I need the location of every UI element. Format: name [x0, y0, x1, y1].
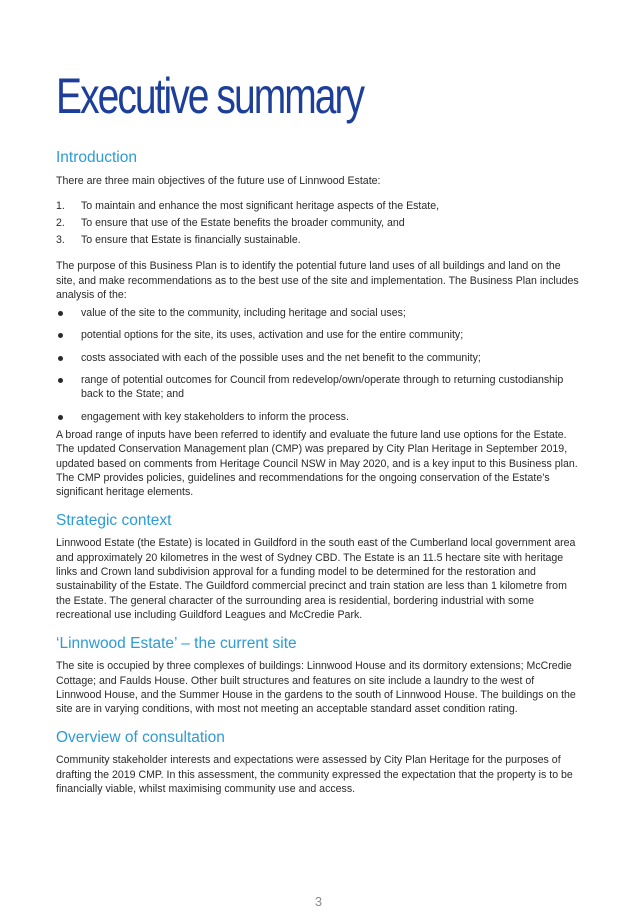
list-item-text: range of potential outcomes for Council from redevelop/own/operate through to returning custodianship back to the State; and [81, 374, 564, 401]
purpose-paragraph: The purpose of this Business Plan is to identify the potential future land uses of all buildings and land on the site, and make recommendations as to the best use of the site and implementation. The Business Plan includes analysis of the: [56, 260, 579, 301]
list-item [56, 328, 582, 342]
list-item-text: To ensure that use of the Estate benefits the broader community, and [81, 217, 405, 230]
page-number: 3 [314, 894, 323, 909]
list-item-text: potential options for the site, its uses, activation and use for the entire community; [81, 329, 464, 342]
list-item-text: value of the site to the community, including heritage and social uses; [81, 307, 406, 320]
analysis-list [56, 306, 582, 424]
list-number: 2. [56, 217, 65, 230]
list-item-text: engagement with key stakeholders to inform the process. [81, 410, 349, 423]
list-number: 1. [56, 200, 65, 213]
current-site-section [56, 634, 582, 716]
strategic-context-section [56, 511, 582, 622]
bullet-icon [56, 306, 81, 320]
consultation-section [56, 728, 582, 796]
inputs-paragraph: A broad range of inputs have been referred to identify and evaluate the future land use options for the Estate. The updated Conservation Management plan (CMP) was prepared by City Plan Heritage in September 2019, updated based on comments from Heritage Council NSW in May 2020, and is a key input to this Business plan. The CMP provides policies, guidelines and recommendations for the ongoing conservation of the Estate’s significant heritage elements. [56, 428, 578, 499]
list-item [56, 198, 582, 215]
objectives-list [56, 198, 582, 249]
list-item [56, 306, 582, 320]
bullet-icon [56, 328, 81, 342]
page-title: Executive summary [56, 68, 364, 124]
strategic-context-paragraph: Linnwood Estate (the Estate) is located in Guildford in the south east of the Cumberland local government area and approximately 20 kilometres in the west of Sydney CBD. The Estate is an 11.5 hectare site with heritage links and Crown land subdivision approval for a funding model to be determined for the restoration and sustainability of the Estate. The Guildford commercial precinct and train station are less than 1 kilometre from the Estate. The general character of the surrounding area is residential, bordering industrial with some recreational use including Guildford Leagues and McCredie Park. [56, 537, 576, 621]
list-item-text: To maintain and enhance the most significant heritage aspects of the Estate, [81, 200, 440, 213]
introduction-heading: Introduction [56, 149, 137, 166]
bullet-icon [56, 351, 81, 365]
bullet-icon [56, 410, 81, 424]
introduction-section [56, 148, 582, 499]
list-item [56, 351, 582, 365]
consultation-heading: Overview of consultation [56, 729, 225, 747]
strategic-context-heading: Strategic context [56, 512, 172, 530]
introduction-lead: There are three main objectives of the future use of Linnwood Estate: [56, 175, 381, 187]
list-item [56, 215, 582, 232]
current-site-paragraph: The site is occupied by three complexes of buildings: Linnwood House and its dormitory extensions; McCredie Cottage; and Faulds House. Other built structures and features on site include a laundry to the west of Linnwood House, and the Summer House in the gardens to the south of Linnwood House. The buildings on the site are in varying conditions, with most not meeting an acceptable standard asset condition rating. [56, 660, 576, 716]
list-item [56, 373, 582, 402]
current-site-heading: ‘Linnwood Estate’ – the current site [56, 635, 297, 653]
document-body [56, 148, 582, 796]
list-item [56, 410, 582, 424]
list-number: 3. [56, 234, 65, 247]
consultation-paragraph: Community stakeholder interests and expectations were assessed by City Plan Heritage for the purposes of drafting the 2019 CMP. In this assessment, the community expressed the expectation that the property is to be financially viable, whilst maximising community use and access. [56, 754, 573, 796]
bullet-icon [56, 373, 81, 402]
list-item [56, 232, 582, 249]
list-item-text: costs associated with each of the possible uses and the net benefit to the community; [81, 351, 481, 364]
list-item-text: To ensure that Estate is financially sustainable. [81, 234, 301, 247]
